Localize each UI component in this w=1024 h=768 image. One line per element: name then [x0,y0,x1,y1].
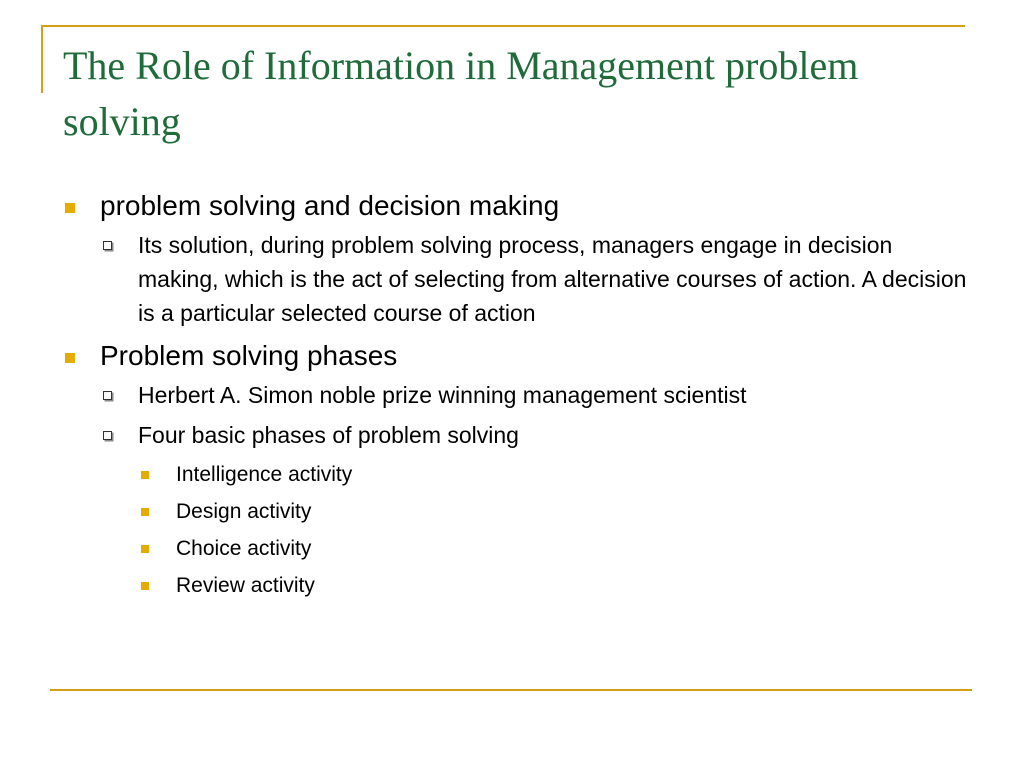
hollow-square-bullet-icon [103,391,112,400]
sub-bullet-item [100,228,972,330]
sub-bullet-text: Four basic phases of problem solving [138,422,519,448]
bullet-text: problem solving and decision making [100,190,560,221]
square-bullet-icon [65,353,75,363]
phase-item [138,530,972,567]
square-bullet-icon [141,545,149,553]
sub-bullet-list [100,228,972,330]
sub-bullet-item [100,378,972,412]
phase-item [138,456,972,493]
bullet-text: Problem solving phases [100,340,398,371]
phase-text: Design activity [176,500,312,523]
phase-item [138,493,972,530]
bottom-frame-line [50,689,972,691]
hollow-square-bullet-icon [103,241,112,250]
phase-text: Choice activity [176,537,312,560]
phase-list [138,456,972,604]
sub-bullet-text: Its solution, during problem solving process, managers engage in decision making, which is the act of selecting from alternative courses of action. A decision is a particular selected course of action [138,232,967,326]
phase-text: Intelligence activity [176,463,353,486]
bullet-item [62,188,972,330]
phase-text: Review activity [176,574,315,597]
square-bullet-icon [65,203,75,213]
square-bullet-icon [141,508,149,516]
sub-bullet-item [100,418,972,604]
bullet-list [62,188,972,604]
square-bullet-icon [141,582,149,590]
sub-bullet-list [100,378,972,604]
square-bullet-icon [141,471,149,479]
top-frame-line [41,25,965,27]
phase-item [138,567,972,604]
sub-bullet-text: Herbert A. Simon noble prize winning management scientist [138,382,747,408]
hollow-square-bullet-icon [103,431,112,440]
bullet-item [62,338,972,604]
slide-title: The Role of Information in Management problem solving [63,43,859,144]
slide-body [62,188,972,612]
left-frame-line [41,25,43,93]
